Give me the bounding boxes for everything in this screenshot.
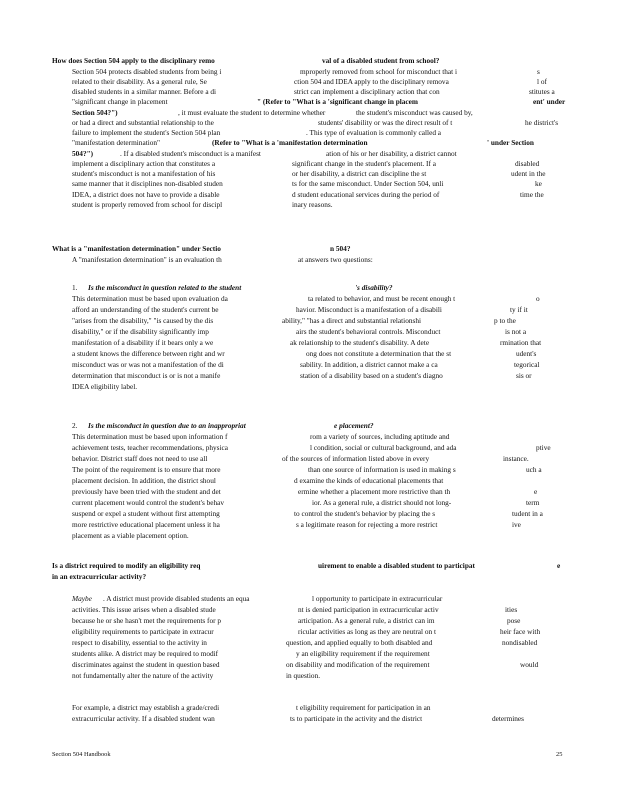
q1-line-12b: ts for the same misconduct. Under Section 504, unli — [292, 179, 444, 188]
item2-line-8a: suspend or expel a student without first attempting — [72, 509, 220, 518]
item2-line-1a: This determination must be based upon information f — [72, 432, 228, 441]
q1-heading-a: How does Section 504 apply to the disciplinary remo — [52, 56, 215, 65]
q1-line-7a: failure to implement the student's Section 504 plan — [72, 128, 221, 137]
q1-line-8b: (Refer to "What is a 'manifestation determination — [212, 138, 368, 147]
q1-line-9a: 504?") — [72, 149, 94, 158]
item1-line-8b: station of a disability based on a student's diagno — [300, 371, 443, 380]
item1-title-b: 's disability? — [355, 283, 393, 292]
q1-line-2c: l of — [537, 77, 547, 86]
last-para-line-2c: determines — [492, 714, 525, 723]
item1-line-1c: o — [536, 294, 540, 303]
q1-line-11c: udent in the — [511, 169, 546, 178]
q3-line-4a: eligibility requirements to participate in extracur — [72, 627, 214, 636]
q1-line-4a: "significant change in placement — [72, 97, 168, 106]
item1-line-5a: manifestation of a disability if it bears only a we — [72, 338, 214, 347]
q1-line-3c: stitutes a — [529, 87, 555, 96]
q3-heading-c: e — [557, 561, 561, 570]
q3-line-1b: l opportunity to participate in extracurricular — [312, 594, 443, 603]
item2-line-9b: s a legitimate reason for rejecting a more restrict — [296, 520, 438, 529]
q3-line-1a: . A district must provide disabled students an equa — [103, 594, 250, 603]
q2-intro-b: at answers two questions: — [298, 255, 373, 264]
q1-line-8a: "manifestation determination" — [72, 138, 161, 147]
item2-line-7b: ior. As a general rule, a district should not long- — [312, 498, 452, 507]
q1-line-12c: ke — [535, 179, 542, 188]
q1-line-2a: related to their disability. As a general rule, Se — [72, 77, 207, 86]
item1-line-2a: afford an understanding of the student's current be — [72, 305, 219, 314]
item2-line-9c: ive — [512, 520, 521, 529]
q2-heading-b: n 504? — [330, 244, 351, 253]
q1-line-13c: time the — [520, 190, 544, 199]
item1-line-6a: a student knows the difference between right and wr — [72, 349, 225, 358]
q1-line-3a: disabled students in a similar manner. Before a di — [72, 87, 217, 96]
q3-line-5c: nondisabled — [502, 638, 538, 647]
item2-line-5a: placement decision. In addition, the district shoul — [72, 476, 216, 485]
item2-line-3b: of the sources of information listed above in every — [282, 454, 430, 463]
item2-last: placement as a viable placement option. — [72, 531, 189, 540]
item2-line-8c: tudent in a — [512, 509, 543, 518]
q1-line-11a: student's misconduct is not a manifestation of his — [72, 169, 216, 178]
last-para-line-2a: extracurricular activity. If a disabled student wan — [72, 714, 215, 723]
item1-line-6c: udent's — [516, 349, 537, 358]
q1-line-1a: Section 504 protects disabled students from being i — [72, 67, 222, 76]
item1-line-2b: havior. Misconduct is a manifestation of a disabili — [296, 305, 442, 314]
q3-heading-a: Is a district required to modify an eligibility req — [52, 561, 201, 570]
item1-line-5b: ak relationship to the student's disability. A dete — [290, 338, 430, 347]
q2-heading-a: What is a "manifestation determination" under Sectio — [52, 244, 221, 253]
item1-line-3b: ability," "has a direct and substantial relationshi — [282, 316, 422, 325]
q3-line-2b: nt is denied participation in extracurricular activ — [298, 605, 439, 614]
q3-line-4c: heir face with — [500, 627, 541, 636]
q3-line-6a: students alike. A district may be required to modif — [72, 649, 219, 658]
item2-line-7c: term — [526, 498, 540, 507]
q2-intro-a: A "manifestation determination" is an evaluation th — [72, 255, 222, 264]
q1-line-6a: or had a direct and substantial relationship to the — [72, 118, 214, 127]
q1-line-14a: student is properly removed from school for discipl — [72, 200, 223, 209]
q3-heading-line2: in an extracurricular activity? — [52, 572, 147, 581]
item2-line-4c: uch a — [526, 465, 542, 474]
q1-line-9b: . If a disabled student's misconduct is a manifest — [120, 149, 261, 158]
q3-line-5b: question, and applied equally to both disabled and — [286, 638, 433, 647]
q3-line-6b: y an eligibility requirement if the requirement — [296, 649, 430, 658]
q1-line-4c: ent' under — [533, 97, 566, 106]
item2-line-1b: rom a variety of sources, including aptitude and — [310, 432, 450, 441]
q3-line-3c: pose — [507, 616, 521, 625]
item2-line-2a: achievement tests, teacher recommendations, physica — [72, 443, 229, 452]
q1-line-5a: Section 504?") — [72, 108, 118, 117]
item1-line-6b: ong does not constitute a determination that the st — [306, 349, 452, 358]
item2-line-5b: d examine the kinds of educational placements that — [294, 476, 444, 485]
q3-line-4b: ricular activities as long as they are neutral on t — [298, 627, 436, 636]
q1-line-11b: or her disability, a district can discipline the st — [292, 169, 427, 178]
item1-line-1a: This determination must be based upon evaluation da — [72, 294, 228, 303]
item1-line-5c: rmination that — [500, 338, 542, 347]
q1-heading-b: val of a disabled student from school? — [322, 56, 440, 65]
q3-line-7b: on disability and modification of the requirement — [286, 660, 430, 669]
q3-line-3b: articipation. As a general rule, a district can im — [298, 616, 435, 625]
item1-line-7a: misconduct was or was not a manifestation of the di — [72, 360, 224, 369]
last-para-line-1b: t eligibility requirement for participation in an — [296, 703, 431, 712]
q1-line-10c: disabled — [515, 159, 540, 168]
item2-line-9a: more restrictive educational placement unless it ha — [72, 520, 220, 529]
q1-line-2b: ction 504 and IDEA apply to the disciplinary remova — [294, 77, 449, 86]
item1-line-4c: is not a — [505, 327, 527, 336]
q1-line-8c: ' under Section — [487, 138, 534, 147]
item2-line-6c: e — [534, 487, 538, 496]
item1-line-7b: sability. In addition, a district cannot make a ca — [300, 360, 438, 369]
item1-title-a: Is the misconduct in question related to the student — [88, 283, 242, 292]
q1-line-13b: d student educational services during the period of — [292, 190, 440, 199]
item2-line-2c: ptive — [536, 443, 551, 452]
q1-line-10b: significant change in the student's placement. If a — [292, 159, 436, 168]
item1-line-4b: airs the student's behavioral controls. Misconduct — [296, 327, 441, 336]
item2-line-7a: current placement would control the student's behav — [72, 498, 225, 507]
item2-number: 2. — [72, 421, 78, 430]
item2-line-3a: behavior. District staff does not need to use all — [72, 454, 208, 463]
item1-line-3c: p to the — [494, 316, 516, 325]
q1-line-9c: ation of his or her disability, a district cannot — [326, 149, 457, 158]
page-number: 25 — [556, 751, 563, 758]
item1-line-8c: sis or — [516, 371, 532, 380]
item1-line-8a: determination that misconduct is or is not a manife — [72, 371, 221, 380]
item2-line-8b: to control the student's behavior by placing the s — [294, 509, 436, 518]
footer-title: Section 504 Handbook — [52, 751, 111, 758]
q1-line-5c: the student's misconduct was caused by, — [356, 108, 473, 117]
q3-heading-b: uirement to enable a disabled student to participat — [318, 561, 475, 570]
item2-line-4b: than one source of information is used in making s — [308, 465, 456, 474]
q1-line-13a: IDEA, a district does not have to provide a disable — [72, 190, 220, 199]
item1-line-1b: ta related to behavior, and must be recent enough t — [308, 294, 456, 303]
last-para-line-1a: For example, a district may establish a grade/credi — [72, 703, 220, 712]
q1-line-3b: strict can implement a disciplinary action that con — [294, 87, 440, 96]
q1-line-5b: , it must evaluate the student to determine whether — [178, 108, 326, 117]
q1-line-12a: same manner that it disciplines non-disabled studen — [72, 179, 223, 188]
q1-line-14b: inary reasons. — [292, 200, 333, 209]
item2-line-2b: l condition, social or cultural background, and ada — [310, 443, 457, 452]
q3-maybe: Maybe — [72, 594, 92, 603]
item2-line-6a: previously have been tried with the student and det — [72, 487, 221, 496]
item1-line-2c: ty if it — [510, 305, 528, 314]
q3-line-7a: discriminates against the student in question based — [72, 660, 220, 669]
item2-title-b: e placement? — [334, 421, 374, 430]
item1-line-7c: tegorical — [514, 360, 540, 369]
q3-line-8b: in question. — [286, 671, 321, 680]
q1-line-6b: students' disability or was the direct result of t — [318, 118, 453, 127]
q1-line-4b: " (Refer to "What is a 'significant change in placem — [257, 97, 418, 106]
q1-line-6c: he district's — [525, 118, 559, 127]
item2-line-3c: instance. — [503, 454, 529, 463]
q1-line-7b: . This type of evaluation is commonly called a — [306, 128, 442, 137]
q1-line-1c: s — [537, 67, 540, 76]
item1-number: 1. — [72, 283, 78, 292]
item2-line-4a: The point of the requirement is to ensure that more — [72, 465, 221, 474]
q3-line-2a: activities. This issue arises when a disabled stude — [72, 605, 216, 614]
item1-last: IDEA eligibility label. — [72, 382, 138, 391]
item2-title-a: Is the misconduct in question due to an inappropriat — [88, 421, 246, 430]
last-para-line-2b: ts to participate in the activity and the district — [290, 714, 423, 723]
q3-line-3a: because he or she hasn't met the requirements for p — [72, 616, 222, 625]
q3-line-7c: would — [520, 660, 539, 669]
q3-line-2c: ities — [505, 605, 518, 614]
item1-line-4a: disability," or if the disability significantly imp — [72, 327, 209, 336]
q3-line-8a: not fundamentally alter the nature of the activity — [72, 671, 214, 680]
item2-line-6b: ermine whether a placement more restrictive than th — [298, 487, 451, 496]
q1-line-10a: implement a disciplinary action that constitutes a — [72, 159, 216, 168]
item1-line-3a: "arises from the disability," "is caused by the dis — [72, 316, 214, 325]
q3-line-5a: respect to disability, essential to the activity in — [72, 638, 207, 647]
q1-line-1b: mproperly removed from school for misconduct that i — [300, 67, 458, 76]
